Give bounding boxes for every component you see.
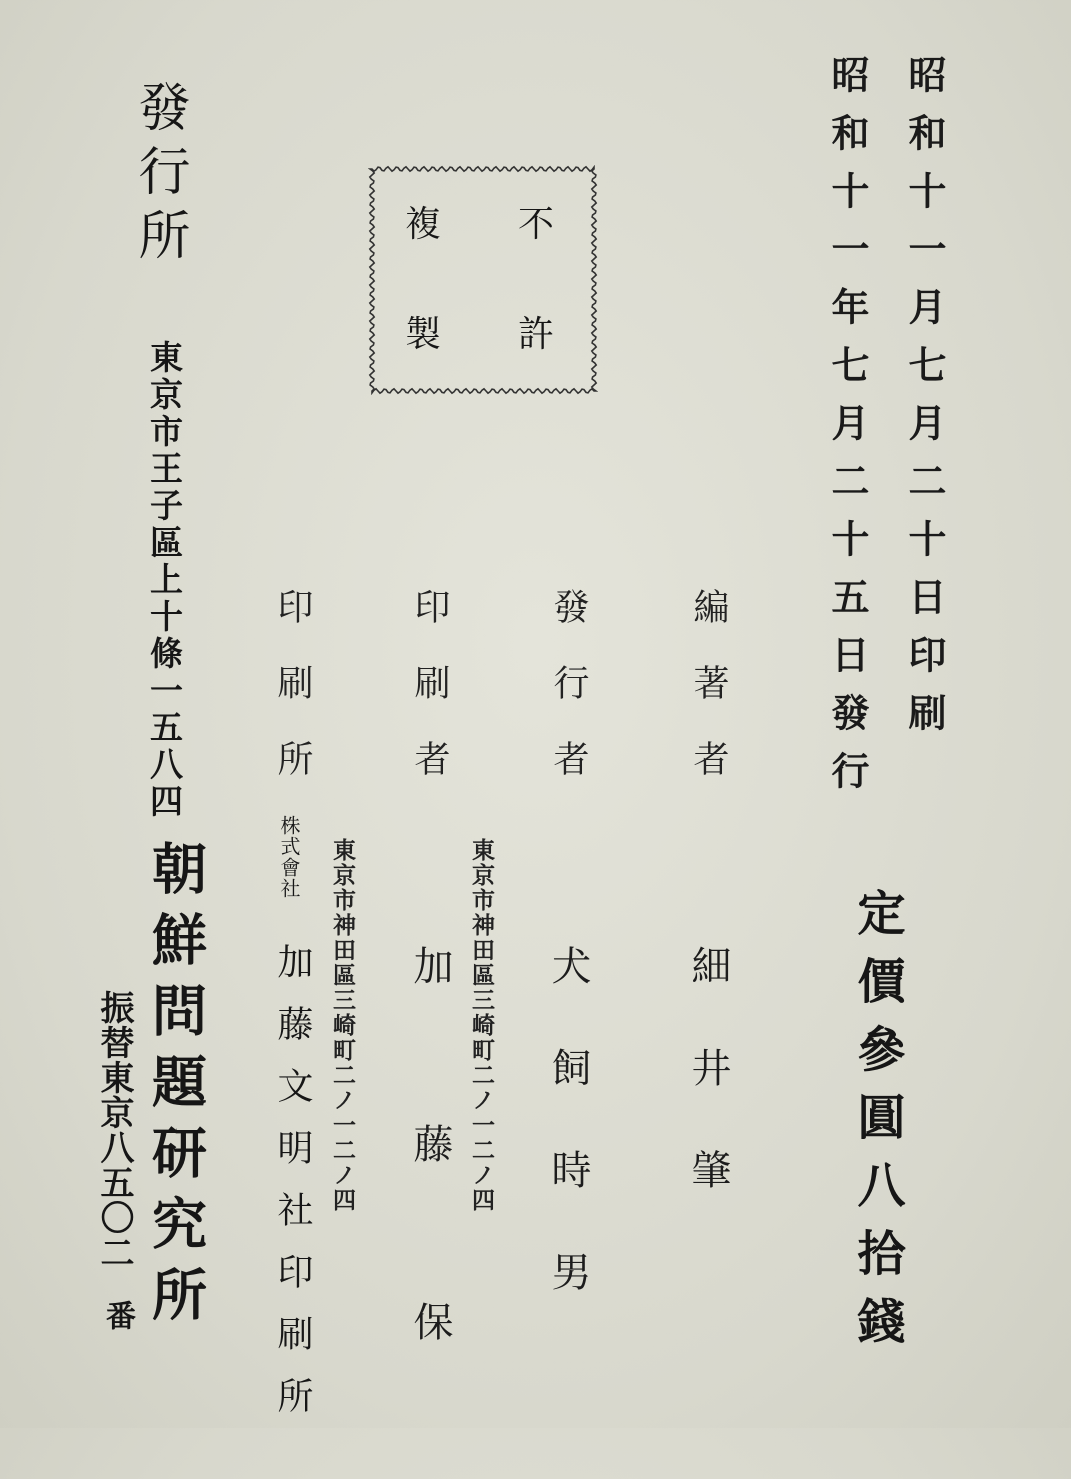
publisher-role: 發行者 xyxy=(548,588,589,816)
print-date: 昭和十一月七月二十日印刷 xyxy=(902,55,947,751)
publisher-name: 犬飼時男 xyxy=(545,945,591,1353)
stamp-char-2: 許 xyxy=(518,314,555,355)
print-office-role: 印刷所 xyxy=(272,588,313,816)
editor-role: 編著者 xyxy=(688,588,729,816)
print-office-address: 東京市神田區三崎町二ノ一二ノ四 xyxy=(329,838,356,1213)
publisher-address: 東京市神田區三崎町二ノ一二ノ四 xyxy=(468,838,495,1213)
issuer-address: 東京市王子區上十條一五八四 xyxy=(145,340,184,821)
print-office-company-type: 株式會社 xyxy=(277,815,301,899)
stamp-char-4: 製 xyxy=(405,314,442,355)
print-office-name: 加藤文明社印刷所 xyxy=(272,943,313,1439)
stamp-char-1: 不 xyxy=(518,204,555,245)
stamp-char-3: 複 xyxy=(405,204,442,245)
price: 定價參圓八拾錢 xyxy=(849,888,905,1364)
printer-name: 加藤保 xyxy=(407,945,453,1479)
issuer-name: 朝鮮問題研究所 xyxy=(143,840,208,1337)
issuer-account-suffix: 番 xyxy=(100,1300,135,1331)
stamp-border xyxy=(368,165,598,395)
copyright-stamp xyxy=(368,165,598,395)
issuer-title: 發行所 xyxy=(129,80,189,272)
issuer-account: 振替東京八五〇二 xyxy=(94,990,134,1270)
editor-name: 細井肇 xyxy=(685,945,731,1251)
issue-date: 昭和十一年七月二十五日發行 xyxy=(825,55,870,809)
printer-role: 印刷者 xyxy=(409,588,450,816)
